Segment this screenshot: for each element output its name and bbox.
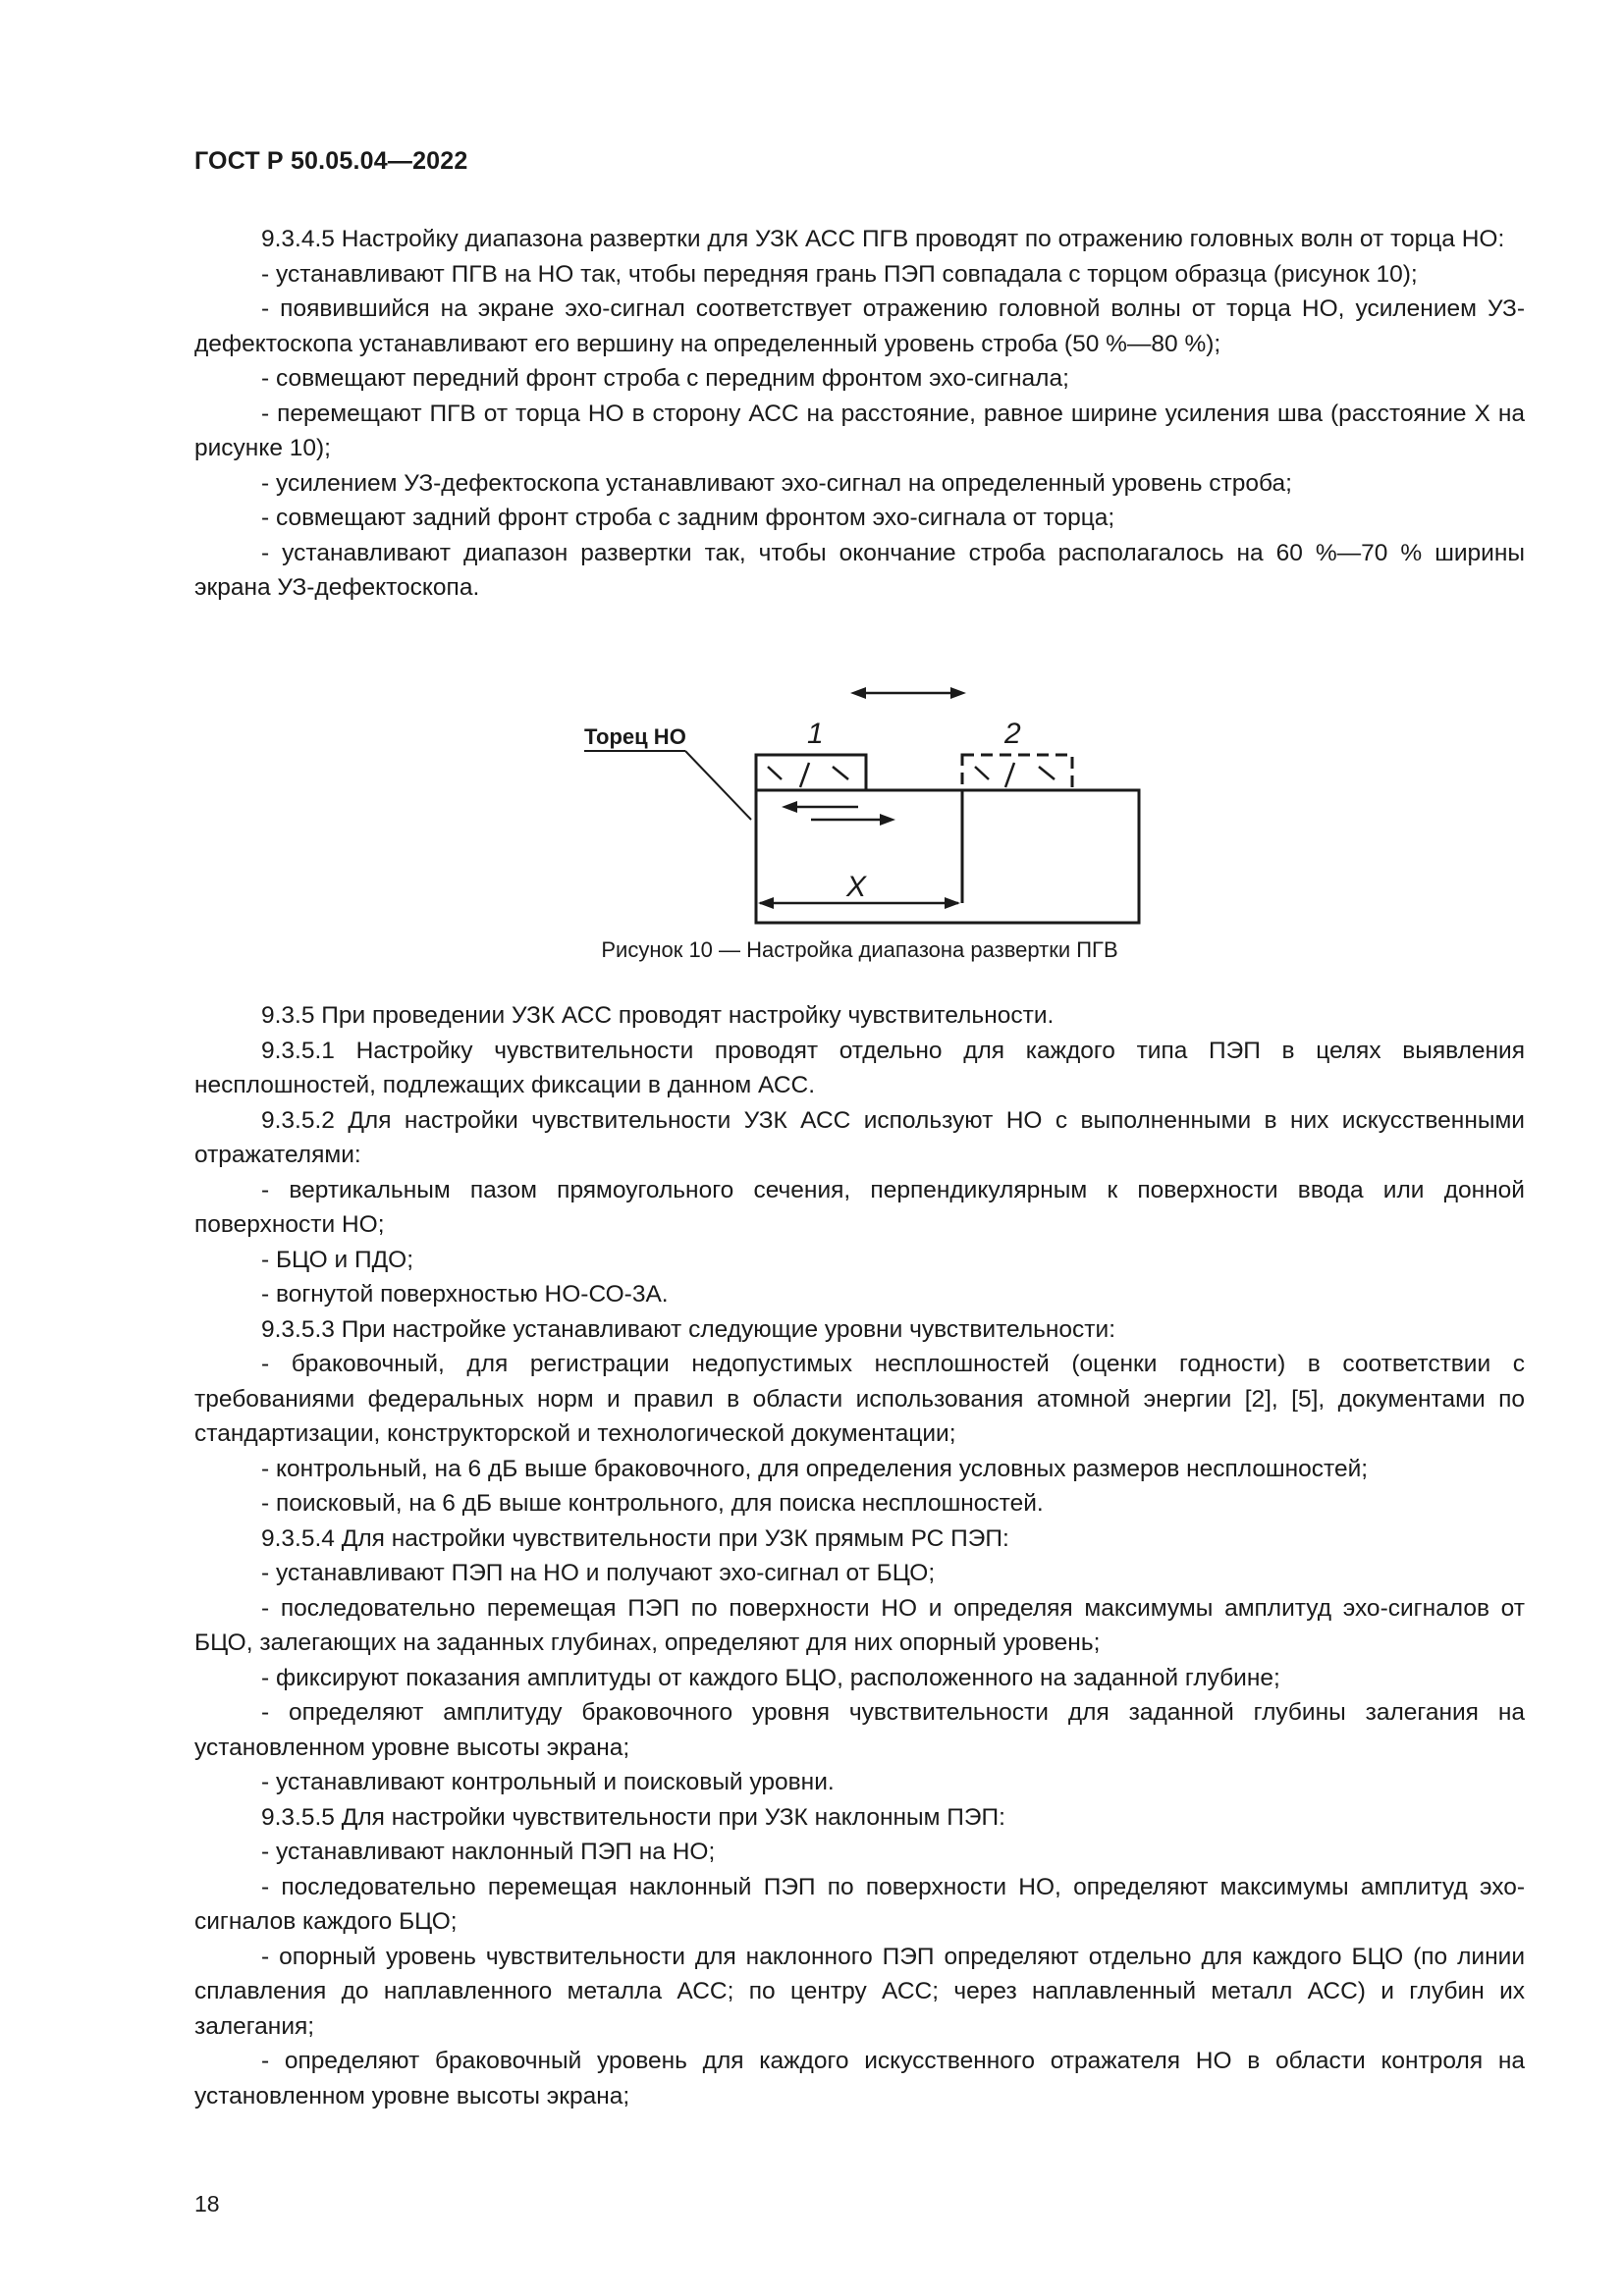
section-9-3-5 — [194, 998, 1525, 2113]
figure-caption: Рисунок 10 — Настройка диапазона развертки ПГВ — [601, 937, 1118, 962]
list-item: - усилением УЗ-дефектоскопа устанавливают эхо-сигнал на определенный уровень строба; — [261, 469, 1292, 497]
list-item: - совмещают задний фронт строба с задним фронтом эхо-сигнала от торца; — [261, 505, 1115, 531]
paragraph: 9.3.5.4 Для настройки чувствительности при УЗК прямым РС ПЭП: — [261, 1524, 1009, 1552]
list-item: - устанавливают ПЭП на НО и получают эхо-сигнал от БЦО; — [261, 1560, 936, 1586]
distance-x-label: X — [846, 871, 867, 903]
list-item: - последовательно перемещая наклонный ПЭП по поверхности НО, определяют максимумы амплитуд эхо-сигналов каждого БЦО; — [194, 1873, 1525, 1935]
list-item: - поисковый, на 6 дБ выше контрольного, для поиска несплошностей. — [261, 1490, 1044, 1517]
list-item: - вертикальным пазом прямоугольного сечения, перпендикулярным к поверхности ввода или донной поверхности НО; — [194, 1176, 1525, 1238]
list-item: - контрольный, на 6 дБ выше браковочного, для определения условных размеров несплошностей; — [261, 1455, 1369, 1482]
end-face-leader-slant — [685, 751, 751, 820]
paragraph: 9.3.5.2 Для настройки чувствительности УЗК АСС используют НО с выполненными в них искусственными отражателями: — [194, 1106, 1525, 1168]
movement-arrow — [850, 687, 966, 699]
list-item: - опорный уровень чувствительности для наклонного ПЭП определяют отдельно для каждого БЦО (по линии сплавления до наплавленного металла АСС; по центру АСС; через наплавленный металл АСС) и глубин их залегания; — [194, 1943, 1525, 2040]
list-item: - определяют амплитуду браковочного уровня чувствительности для заданной глубины залегания на установленном уровне высоты экрана; — [194, 1699, 1525, 1761]
paragraph: 9.3.5.1 Настройку чувствительности проводят отдельно для каждого типа ПЭП в целях выявления несплошностей, подлежащих фиксации в данном АСС. — [194, 1037, 1525, 1098]
list-item: - браковочный, для регистрации недопустимых несплошностей (оценки годности) в соответствии с требованиями федеральных норм и правил в области использования атомной энергии [2], [5], документами по стандартизации, конструкторской и технологической документации; — [194, 1351, 1525, 1447]
document-header: ГОСТ Р 50.05.04—2022 — [194, 147, 468, 175]
list-item: - устанавливают наклонный ПЭП на НО; — [261, 1839, 716, 1865]
probe-label-1: 1 — [807, 718, 824, 750]
end-face-label: Торец НО — [584, 724, 686, 749]
head-wave-arrows — [782, 801, 895, 826]
list-item: - устанавливают диапазон развертки так, чтобы окончание строба располагалось на 60 %—70 % ширины экрана УЗ-дефектоскопа. — [194, 539, 1525, 601]
probe-label-2: 2 — [1004, 718, 1021, 750]
list-item: - определяют браковочный уровень для каждого искусственного отражателя НО в области контроля на установленном уровне высоты экрана; — [194, 2048, 1525, 2109]
page-number: 18 — [194, 2191, 220, 2216]
paragraph: 9.3.4.5 Настройку диапазона развертки для УЗК АСС ПГВ проводят по отражению головных волн от торца НО: — [261, 226, 1505, 252]
list-item: - совмещают передний фронт строба с передним фронтом эхо-сигнала; — [261, 365, 1069, 392]
section-9-3-4-5 — [194, 222, 1525, 606]
list-item: - вогнутой поверхностью НО-СО-3А. — [261, 1281, 669, 1308]
list-item: - перемещают ПГВ от торца НО в сторону АСС на расстояние, равное ширине усиления шва (расстояние X на рисунке 10); — [194, 400, 1525, 461]
list-item: - фиксируют показания амплитуды от каждого БЦО, расположенного на заданной глубине; — [261, 1664, 1280, 1691]
list-item: - устанавливают ПГВ на НО так, чтобы передняя грань ПЭП совпадала с торцом образца (рисунок 10); — [261, 260, 1418, 288]
probe-position-2 — [962, 755, 1072, 790]
list-item: - появившийся на экране эхо-сигнал соответствует отражению головной волны от торца НО, усилением УЗ-дефектоскопа устанавливают его вершину на определенный уровень строба (50 %—80 %); — [194, 295, 1525, 357]
paragraph: 9.3.5.5 Для настройки чувствительности при УЗК наклонным ПЭП: — [261, 1803, 1005, 1831]
paragraph: 9.3.5 При проведении УЗК АСС проводят настройку чувствительности. — [261, 1002, 1055, 1029]
list-item: - устанавливают контрольный и поисковый уровни. — [261, 1769, 835, 1795]
figure-10-diagram — [560, 667, 1149, 933]
paragraph: 9.3.5.3 При настройке устанавливают следующие уровни чувствительности: — [261, 1315, 1116, 1343]
list-item: - БЦО и ПДО; — [261, 1246, 414, 1273]
list-item: - последовательно перемещая ПЭП по поверхности НО и определяя максимумы амплитуд эхо-сигналов от БЦО, залегающих на заданных глубинах, определяют для них опорный уровень; — [194, 1594, 1525, 1656]
